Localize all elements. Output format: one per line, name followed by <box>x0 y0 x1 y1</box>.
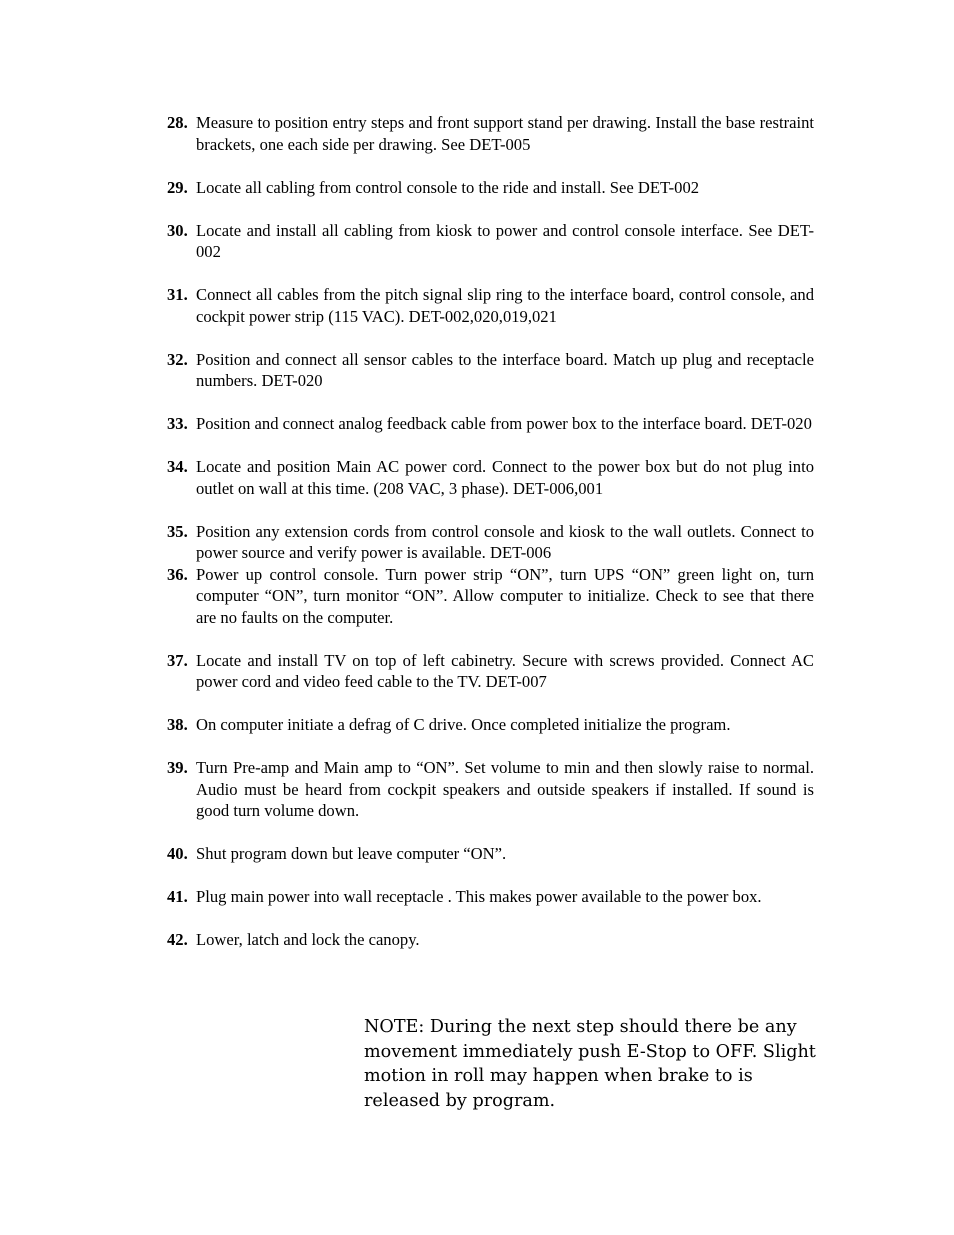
step-37 <box>167 650 814 693</box>
step-text: Measure to position entry steps and front support stand per drawing. Install the base restraint brackets, one each side per drawing. See DET-005 <box>196 113 814 154</box>
step-number: 40. <box>167 844 188 863</box>
step-number: 42. <box>167 930 188 949</box>
step-41 <box>167 886 814 908</box>
instruction-list <box>167 112 814 951</box>
step-28 <box>167 112 814 155</box>
step-text: Position any extension cords from control console and kiosk to the wall outlets. Connect to power source and verify power is available. DET-006 <box>196 521 814 562</box>
step-30 <box>167 220 814 263</box>
step-36 <box>167 564 814 629</box>
step-number: 38. <box>167 715 188 734</box>
step-text: Plug main power into wall receptacle . This makes power available to the power box. <box>196 887 762 906</box>
step-number: 32. <box>167 349 188 369</box>
step-number: 34. <box>167 457 188 476</box>
step-text: Turn Pre-amp and Main amp to “ON”. Set volume to min and then slowly raise to normal. Audio must be heard from cockpit speakers and outside speakers if installed. If sound is good turn volume down. <box>196 758 814 820</box>
step-text: Locate all cabling from control console to the ride and install. See DET-002 <box>196 177 700 197</box>
step-38 <box>167 714 814 736</box>
step-number: 35. <box>167 521 188 541</box>
step-number: 39. <box>167 758 188 777</box>
step-32 <box>167 349 814 392</box>
step-number: 30. <box>167 220 188 240</box>
step-33 <box>167 413 814 435</box>
step-text: Shut program down but leave computer “ON”. <box>196 844 507 863</box>
step-text: Locate and position Main AC power cord. Connect to the power box but do not plug into outlet on wall at this time. (208 VAC, 3 phase). DET-006,001 <box>196 457 814 498</box>
step-42 <box>167 929 814 951</box>
step-text: Lower, latch and lock the canopy. <box>196 930 420 949</box>
step-31 <box>167 284 814 327</box>
step-39 <box>167 757 814 822</box>
step-35 <box>167 521 814 564</box>
step-number: 29. <box>167 177 188 197</box>
step-number: 28. <box>167 113 188 132</box>
safety-note: NOTE: During the next step should there be any movement immediately push E-Stop to OFF. Slight motion in roll may happen when brake to is released by program. <box>364 1017 816 1111</box>
step-number: 41. <box>167 887 188 906</box>
step-text: On computer initiate a defrag of C drive. Once completed initialize the program. <box>196 715 731 734</box>
step-text: Power up control console. Turn power strip “ON”, turn UPS “ON” green light on, turn computer “ON”, turn monitor “ON”. Allow computer to initialize. Check to see that there are no faults on the computer. <box>196 564 814 627</box>
step-number: 36. <box>167 564 188 584</box>
step-text: Locate and install all cabling from kiosk to power and control console interface. See DET-002 <box>196 220 814 261</box>
step-40 <box>167 843 814 865</box>
step-text: Locate and install TV on top of left cabinetry. Secure with screws provided. Connect AC power cord and video feed cable to the TV. DET-007 <box>196 650 814 691</box>
step-29 <box>167 177 814 199</box>
step-34 <box>167 456 814 499</box>
step-text: Connect all cables from the pitch signal slip ring to the interface board, control console, and cockpit power strip (115 VAC). DET-002,020,019,021 <box>196 285 814 326</box>
step-text: Position and connect analog feedback cable from power box to the interface board. DET-020 <box>196 414 812 433</box>
step-number: 33. <box>167 414 188 433</box>
step-number: 37. <box>167 650 188 670</box>
step-number: 31. <box>167 285 188 304</box>
step-text: Position and connect all sensor cables to the interface board. Match up plug and receptacle numbers. DET-020 <box>196 349 814 390</box>
